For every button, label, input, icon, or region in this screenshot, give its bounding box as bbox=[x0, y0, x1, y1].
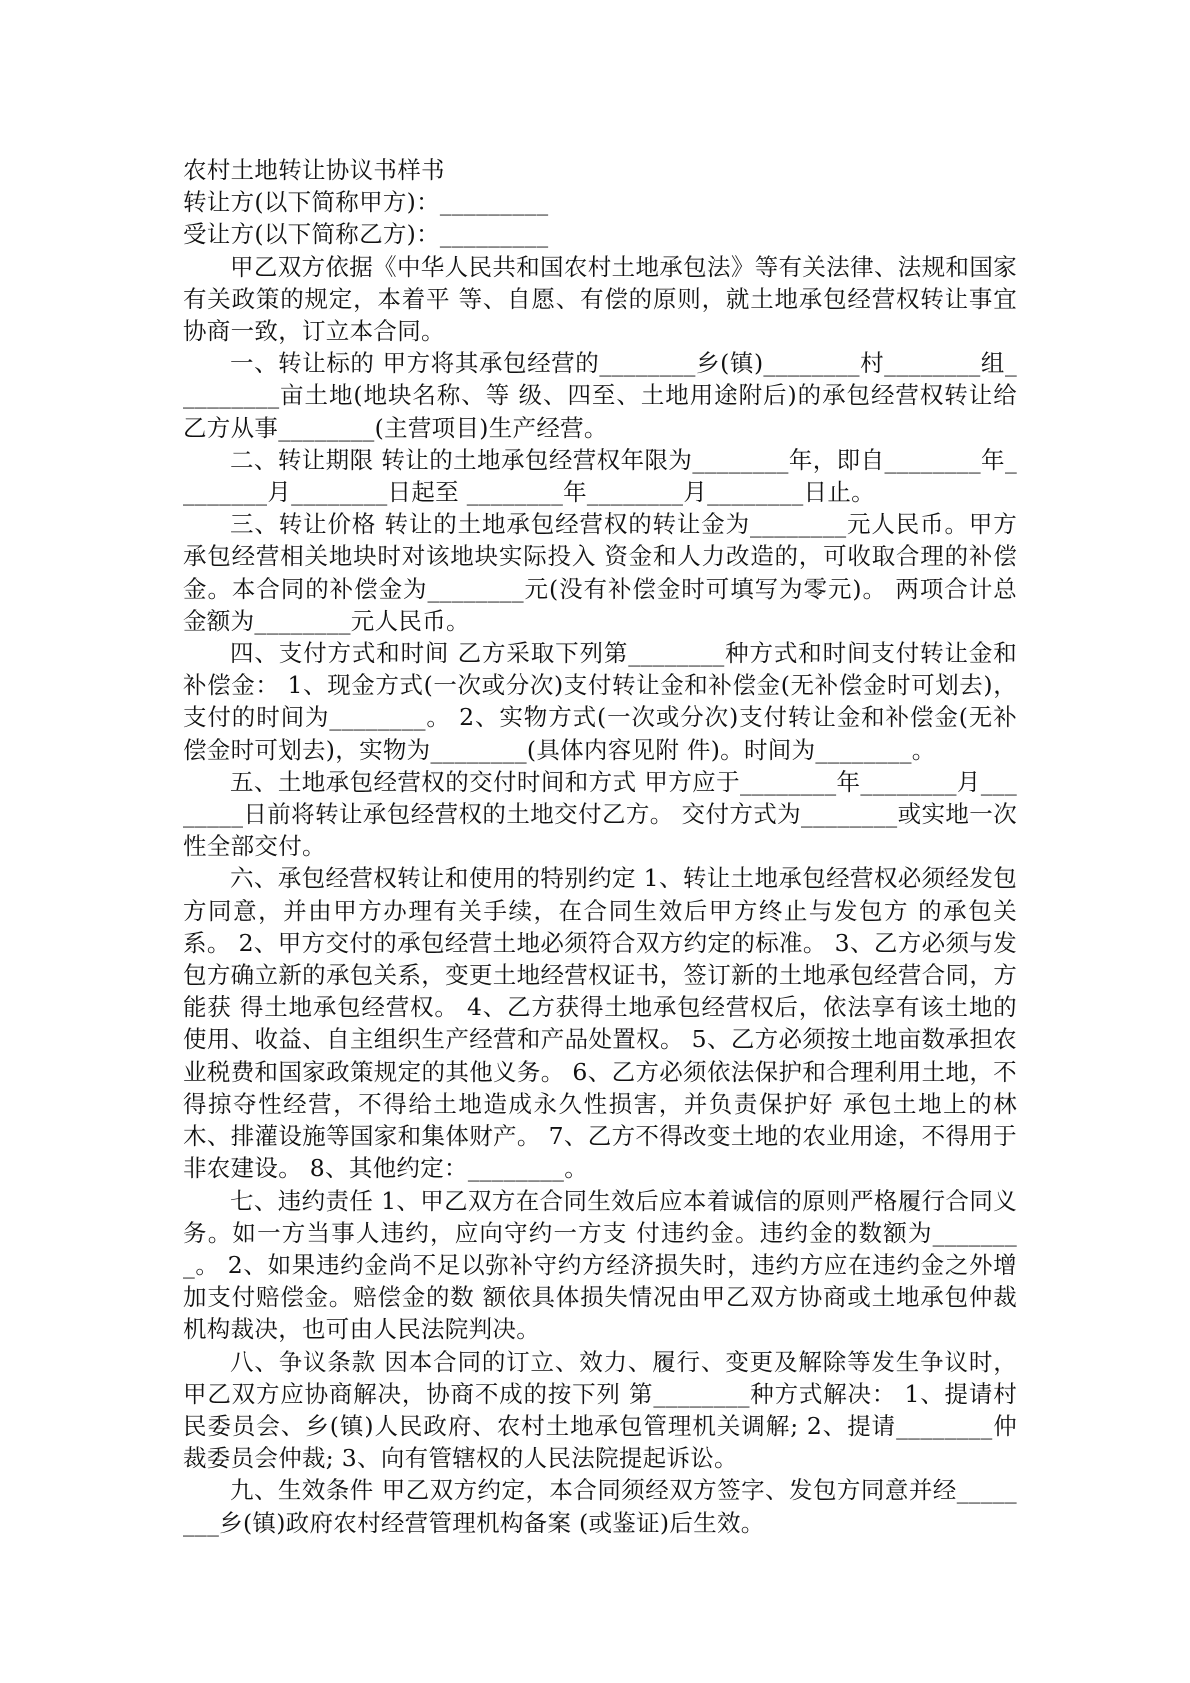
clause-2-transfer-term: 二、转让期限 转让的土地承包经营权年限为________年，即自________年________月________日起至 ________年________月________日止。 bbox=[183, 445, 1017, 507]
clause-7-liability: 七、违约责任 1、甲乙双方在合同生效后应本着诚信的原则严格履行合同义务。如一方当事人违约，应向守约一方支 付违约金。违约金的数额为________。 2、如果违约金尚不足以弥补守约方经济损失时，违约方应在违约金之外增加支付赔偿金。赔偿金的数 额依具体损失情况由甲乙双方协商或土地承包仲裁机构裁决，也可由人民法院判决。 bbox=[183, 1186, 1017, 1344]
document-title: 农村土地转让协议书样书 bbox=[183, 156, 445, 184]
clause-4-payment-method: 四、支付方式和时间 乙方采取下列第________种方式和时间支付转让金和补偿金： 1、现金方式(一次或分次)支付转让金和补偿金(无补偿金时可划去)，支付的时间为________。 2、实物方式(一次或分次)支付转让金和补偿金(无补偿金时可划去)，实物为________(具体内容见附 件)。时间为________。 bbox=[183, 639, 1017, 764]
clause-5-delivery: 五、土地承包经营权的交付时间和方式 甲方应于________年________月________日前将转让承包经营权的土地交付乙方。 交付方式为________或实地一次性全部交付。 bbox=[183, 767, 1017, 861]
transferee-line: 受让方(以下简称乙方)：_________ bbox=[183, 220, 549, 249]
clause-6-special-terms: 六、承包经营权转让和使用的特别约定 1、转让土地承包经营权必须经发包方同意，并由甲方办理有关手续，在合同生效后甲方终止与发包方 的承包关系。 2、甲方交付的承包经营土地必须符合双方约定的标准。 3、乙方必须与发包方确立新的承包关系，变更土地经营权证书，签订新的土地承包经营合同，方能获 得土地承包经营权。 4、乙方获得土地承包经营权后，依法享有该土地的使用、收益、自主组织生产经营和产品处置权。 5、乙方必须按土地亩数承担农业税费和国家政策规定的其他义务。 6、乙方必须依法保护和合理利用土地，不得掠夺性经营，不得给土地造成永久性损害，并负责保护好 承包土地上的林木、排灌设施等国家和集体财产。 7、乙方不得改变土地的农业用途，不得用于非农建设。 8、其他约定：________。 bbox=[183, 864, 1017, 1183]
preamble-paragraph: 甲乙双方依据《中华人民共和国农村土地承包法》等有关法律、法规和国家有关政策的规定，本着平 等、自愿、有偿的原则，就土地承包经营权转让事宜协商一致，订立本合同。 bbox=[183, 252, 1017, 346]
clause-9-effectiveness: 九、生效条件 甲乙双方约定，本合同须经双方签字、发包方同意并经________乡(镇)政府农村经营管理机构备案 (或鉴证)后生效。 bbox=[183, 1476, 1017, 1537]
clause-1-transfer-subject: 一、转让标的 甲方将其承包经营的________乡(镇)________村________组_________亩土地(地块名称、等 级、四至、土地用途附后)的承包经营权转让给乙方从事________(主营项目)生产经营。 bbox=[183, 349, 1017, 442]
transferor-line: 转让方(以下简称甲方)：_________ bbox=[183, 188, 549, 217]
clause-3-transfer-price: 三、转让价格 转让的土地承包经营权的转让金为________元人民币。甲方承包经营相关地块时对该地块实际投入 资金和人力改造的，可收取合理的补偿金。本合同的补偿金为________元(没有补偿金时可填写为零元)。 两项合计总金额为________元人民币。 bbox=[183, 510, 1017, 635]
contract-document bbox=[183, 154, 1017, 1539]
clause-8-disputes: 八、争议条款 因本合同的订立、效力、履行、变更及解除等发生争议时，甲乙双方应协商解决，协商不成的按下列 第________种方式解决： 1、提请村民委员会、乡(镇)人民政府、农村土地承包管理机关调解; 2、提请________仲裁委员会仲裁; 3、向有管辖权的人民法院提起诉讼。 bbox=[183, 1347, 1017, 1473]
